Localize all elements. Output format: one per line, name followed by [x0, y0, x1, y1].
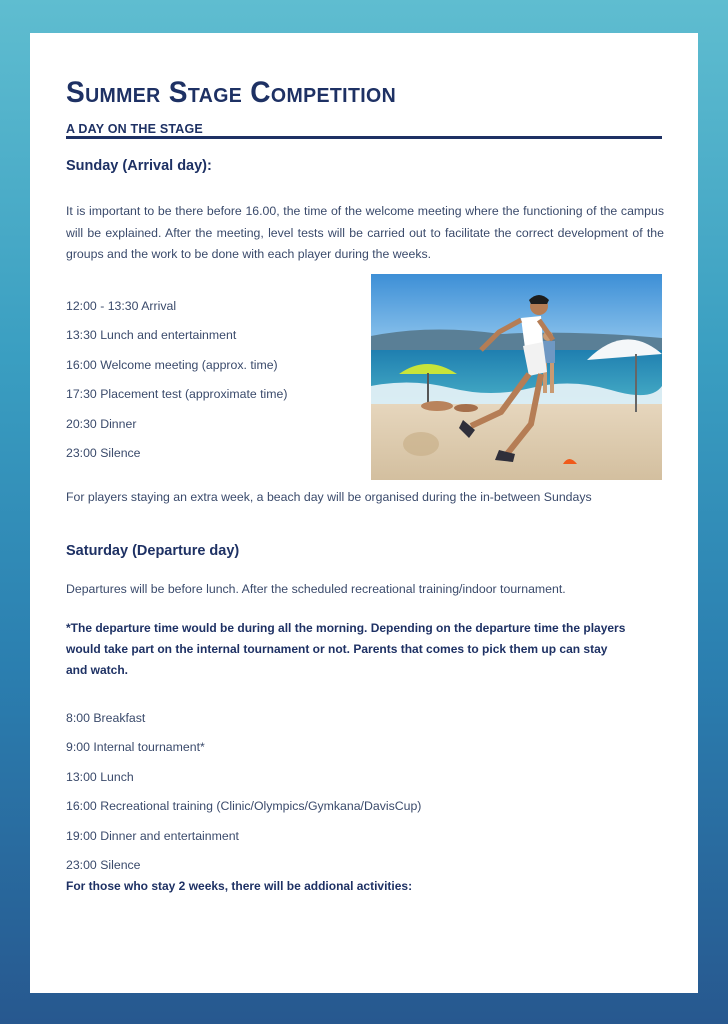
sunday-schedule — [66, 298, 287, 474]
title-divider — [66, 136, 662, 139]
sunday-intro: It is important to be there before 16.00, the time of the welcome meeting where the functioning of the campus will be explained. After the meeting, level tests will be carried out to facilitate the correct development of the groups and the work to be done with each player during the weeks. — [66, 204, 664, 261]
schedule-item: 20:30 Dinner — [66, 416, 137, 431]
sunday-note: For players staying an extra week, a beach day will be organised during the in-between Sundays — [66, 490, 592, 504]
saturday-footer: For those who stay 2 weeks, there will be addional activities: — [66, 879, 413, 893]
schedule-item: 12:00 - 13:30 Arrival — [66, 299, 177, 313]
schedule-item: 23:00 Silence — [66, 445, 141, 460]
beach-training-photo — [371, 274, 662, 480]
page-title: Summer Stage Competition — [66, 75, 397, 109]
schedule-item: 13:00 Lunch — [66, 769, 134, 784]
sunday-heading: Sunday (Arrival day): — [66, 158, 212, 174]
schedule-item: 9:00 Internal tournament* — [66, 740, 205, 755]
page-subtitle: A DAY ON THE STAGE — [66, 122, 203, 136]
schedule-item: 8:00 Breakfast — [66, 711, 146, 725]
document-page — [30, 33, 698, 993]
schedule-item: 17:30 Placement test (approximate time) — [66, 387, 288, 402]
schedule-item: 16:00 Welcome meeting (approx. time) — [66, 357, 278, 372]
photo-image — [371, 274, 662, 480]
schedule-item: 19:00 Dinner and entertainment — [66, 828, 239, 843]
schedule-item: 16:00 Recreational training (Clinic/Olympics/Gymkana/DavisCup) — [66, 799, 422, 814]
saturday-schedule — [66, 710, 421, 886]
schedule-item: 23:00 Silence — [66, 857, 141, 872]
saturday-bold-note: *The departure time would be during all the morning. Depending on the departure time the players would take part on the internal tournament or not. Parents that comes to pick them up can stay and watch. — [66, 621, 626, 677]
saturday-heading: Saturday (Departure day) — [66, 543, 240, 559]
saturday-intro: Departures will be before lunch. After the scheduled recreational training/indoor tournament. — [66, 582, 566, 596]
schedule-item: 13:30 Lunch and entertainment — [66, 328, 237, 343]
